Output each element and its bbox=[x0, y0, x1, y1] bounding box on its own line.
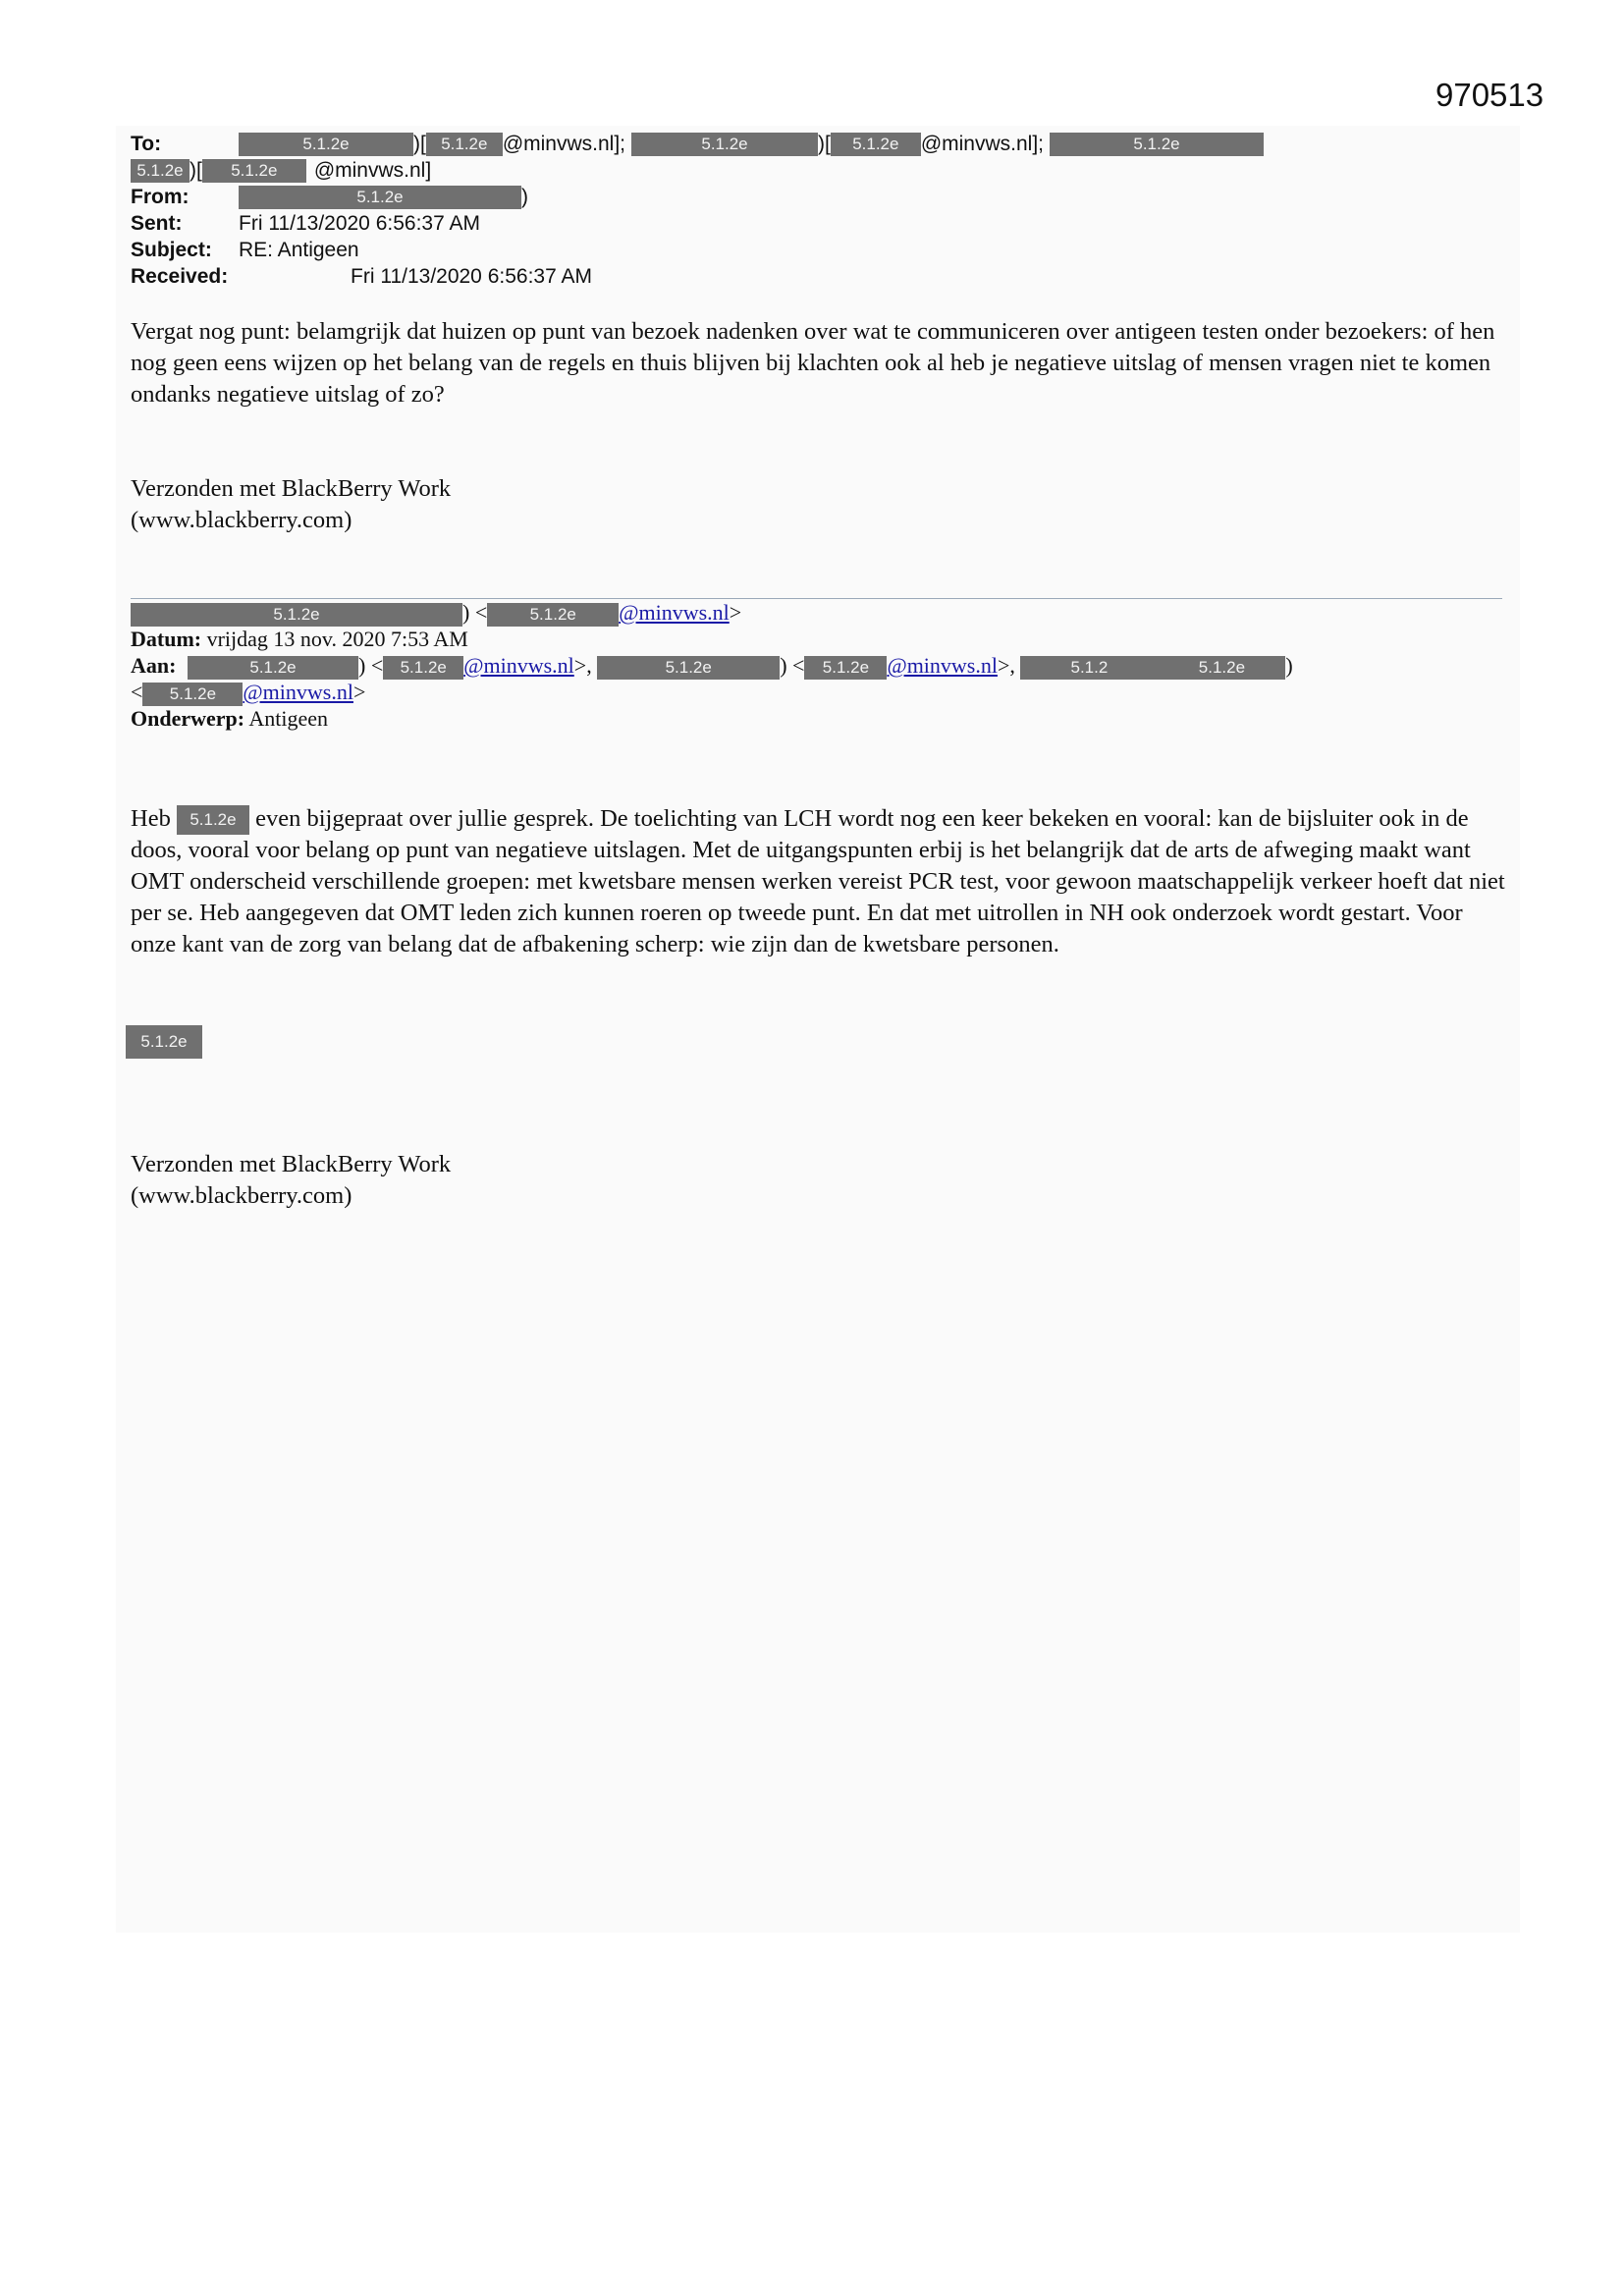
redaction: 5.1.2e bbox=[126, 1025, 202, 1059]
redaction: 5.1.2 bbox=[1020, 656, 1158, 680]
subject-value: RE: Antigeen bbox=[239, 239, 359, 261]
onderwerp-row bbox=[131, 705, 1505, 732]
redaction: 5.1.2e bbox=[831, 133, 921, 156]
sent-label: Sent: bbox=[131, 212, 183, 235]
email-body: Vergat nog punt: belamgrijk dat huizen op punt van bezoek nadenken over wat te communiceren over antigeen testen onder bezoekers: of hen nog geen eens wijzen op het belang van de regels en thuis blijven bij klachten ook al heb je negatieve uitslag of mensen vragen niet te komen ondanks negatieve uitslag of zo? bbox=[131, 318, 1495, 408]
redaction: 5.1.2e bbox=[202, 159, 306, 183]
redaction: 5.1.2e bbox=[426, 133, 503, 156]
onderwerp-label: Onderwerp: bbox=[131, 706, 245, 731]
received-value: Fri 11/13/2020 6:56:37 AM bbox=[351, 265, 592, 288]
email-domain: @minvws.nl] bbox=[313, 159, 432, 182]
to-row: To: 5.1.2e )[ 5.1.2e @minvws.nl]; 5.1.2e )[ 5.1.2e @minvws.nl]; 5.1.2e bbox=[131, 131, 1525, 157]
signature bbox=[131, 473, 451, 536]
aan-row-continued: < 5.1.2e @minvws.nl> bbox=[131, 680, 366, 704]
from-row: From: 5.1.2e ) bbox=[131, 186, 528, 208]
to-row-continued: 5.1.2e )[ 5.1.2e @minvws.nl] bbox=[131, 157, 1525, 184]
redaction: 5.1.2e bbox=[804, 656, 887, 680]
email-domain: @minvws.nl]; bbox=[920, 133, 1044, 155]
datum-label: Datum: bbox=[131, 627, 202, 651]
signature-url: (www.blackberry.com) bbox=[131, 1182, 352, 1209]
datum-value: vrijdag 13 nov. 2020 7:53 AM bbox=[206, 627, 468, 651]
redaction: 5.1.2e bbox=[631, 133, 818, 156]
email-link[interactable]: @minvws.nl bbox=[243, 680, 353, 704]
aan-label: Aan: bbox=[131, 653, 177, 678]
from-label: From: bbox=[131, 186, 189, 208]
email-link[interactable]: @minvws.nl bbox=[619, 600, 730, 625]
received-row bbox=[131, 263, 1525, 290]
email-header bbox=[131, 131, 1525, 290]
signature-url: (www.blackberry.com) bbox=[131, 507, 352, 533]
forwarded-signature bbox=[131, 1149, 451, 1212]
signature-line: Verzonden met BlackBerry Work bbox=[131, 1151, 452, 1177]
forwarded-header bbox=[131, 599, 1505, 732]
redaction: 5.1.2e bbox=[131, 159, 189, 183]
signature-line: Verzonden met BlackBerry Work bbox=[131, 475, 452, 502]
subject-row bbox=[131, 237, 1525, 263]
forwarded-body-text: even bijgepraat over jullie gesprek. De toelichting van LCH wordt nog een keer bekeken en vooral: kan de bijsluiter ook in de doos, vooral voor belang op punt van negatieve uitslagen. Met de uitgangspunten erbij is het belangrijk dat de arts de afweging maakt want OMT onderscheid verschillende groepen: met kwetsbare mensen werken vereist PCR test, voor gewoon maatschappelijk verkeer hoeft dat niet per se. Heb aangegeven dat OMT leden zich kunnen roeren op tweede punt. En dat met uitrollen in NH ook onderzoek wordt gestart. Voor onze kant van de zorg van belang dat de afbakening scherp: wie zijn dan de kwetsbare personen. bbox=[131, 805, 1505, 958]
forwarded-body-prefix: Heb bbox=[131, 805, 171, 832]
redaction: 5.1.2e bbox=[142, 683, 243, 706]
document-id: 970513 bbox=[1435, 77, 1544, 113]
aan-row: Aan: 5.1.2e ) < 5.1.2e @minvws.nl>, 5.1.2e ) < 5.1.2e @minvws.nl>, 5.1.2 5.1.2e ) bbox=[131, 653, 1293, 678]
received-label: Received: bbox=[131, 265, 229, 288]
redaction: 5.1.2e bbox=[188, 656, 358, 680]
email-domain: @minvws.nl]; bbox=[502, 133, 625, 155]
redaction: 5.1.2e bbox=[1050, 133, 1264, 156]
subject-label: Subject: bbox=[131, 239, 212, 261]
redaction: 5.1.2e bbox=[177, 805, 249, 835]
forwarded-body bbox=[131, 803, 1505, 960]
to-label: To: bbox=[131, 133, 162, 155]
redaction: 5.1.2e bbox=[383, 656, 463, 680]
onderwerp-value: Antigeen bbox=[248, 706, 329, 731]
redaction: 5.1.2e bbox=[597, 656, 780, 680]
datum-row bbox=[131, 626, 1505, 652]
redaction: 5.1.2e bbox=[1158, 656, 1285, 680]
redacted-signoff bbox=[126, 1025, 202, 1059]
forwarded-from-row: 5.1.2e ) < 5.1.2e @minvws.nl> bbox=[131, 599, 1505, 626]
redaction: 5.1.2e bbox=[487, 603, 619, 627]
sent-value: Fri 11/13/2020 6:56:37 AM bbox=[239, 212, 480, 235]
redaction: 5.1.2e bbox=[239, 133, 413, 156]
sent-row bbox=[131, 210, 1525, 237]
email-link[interactable]: @minvws.nl bbox=[463, 653, 574, 678]
redaction: 5.1.2e bbox=[239, 186, 521, 209]
redaction: 5.1.2e bbox=[131, 603, 462, 627]
email-link[interactable]: @minvws.nl bbox=[887, 653, 998, 678]
